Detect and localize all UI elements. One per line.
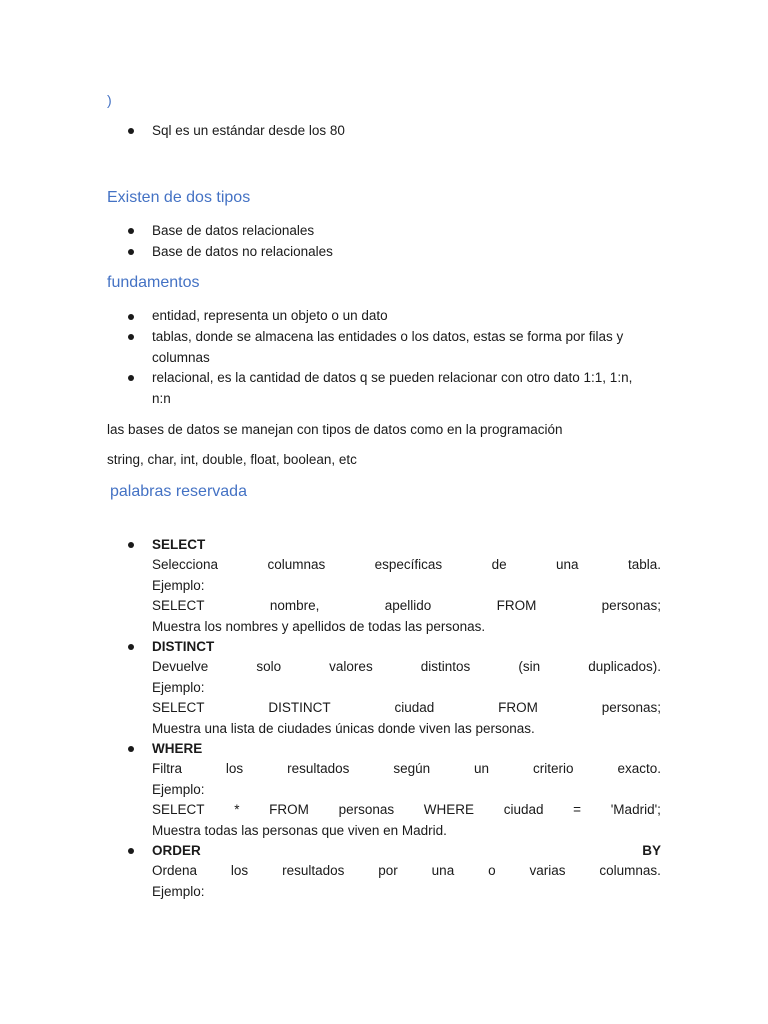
word: ciudad bbox=[503, 802, 544, 817]
heading-fundamentos: fundamentos bbox=[107, 274, 200, 291]
word: exacto. bbox=[617, 761, 661, 776]
keyword-order-by bbox=[152, 841, 661, 862]
word: los bbox=[230, 863, 249, 878]
bullet-dot bbox=[128, 128, 134, 134]
distinct-description bbox=[152, 657, 661, 678]
word: FROM bbox=[496, 598, 537, 613]
word: * bbox=[234, 802, 240, 817]
word: Devuelve bbox=[152, 659, 209, 674]
word: tabla. bbox=[627, 557, 661, 572]
word: distintos bbox=[420, 659, 471, 674]
word: FROM bbox=[498, 700, 538, 715]
word: según bbox=[393, 761, 431, 776]
bullet-dot bbox=[128, 228, 134, 234]
word: (sin bbox=[518, 659, 541, 674]
list-item: tablas, donde se almacena las entidades o los datos, estas se forma por filas y columnas bbox=[152, 329, 624, 365]
word: ciudad bbox=[394, 700, 435, 715]
list-item: Sql es un estándar desde los 80 bbox=[152, 123, 345, 138]
where-description bbox=[152, 759, 661, 780]
word: personas; bbox=[601, 598, 661, 613]
word: específicas bbox=[374, 557, 443, 572]
order-description bbox=[152, 861, 661, 882]
word: personas bbox=[338, 802, 395, 817]
bullet-dot bbox=[128, 644, 134, 650]
word: criterio bbox=[533, 761, 574, 776]
select-result: Muestra los nombres y apellidos de todas las personas. bbox=[152, 619, 486, 634]
word: SELECT bbox=[152, 598, 205, 613]
word: varias bbox=[529, 863, 566, 878]
select-description bbox=[152, 555, 661, 576]
bullet-dot bbox=[128, 334, 134, 340]
word: una bbox=[431, 863, 455, 878]
word: = bbox=[573, 802, 582, 817]
word: FROM bbox=[269, 802, 309, 817]
stray-parenthesis: ) bbox=[107, 92, 112, 108]
example-label: Ejemplo: bbox=[152, 680, 205, 695]
word: personas; bbox=[601, 700, 661, 715]
word: solo bbox=[256, 659, 282, 674]
list-item: Base de datos no relacionales bbox=[152, 244, 333, 259]
word: de bbox=[491, 557, 507, 572]
paragraph: string, char, int, double, float, boolean, etc bbox=[107, 452, 357, 467]
distinct-result: Muestra una lista de ciudades únicas donde viven las personas. bbox=[152, 721, 535, 736]
heading-tipos: Existen de dos tipos bbox=[107, 189, 251, 206]
where-result: Muestra todas las personas que viven en Madrid. bbox=[152, 823, 447, 838]
select-code-example bbox=[152, 596, 661, 617]
word: columnas bbox=[267, 557, 326, 572]
word: 'Madrid'; bbox=[610, 802, 661, 817]
word: WHERE bbox=[423, 802, 475, 817]
word: resultados bbox=[282, 863, 345, 878]
where-code-example bbox=[152, 800, 661, 821]
example-label: Ejemplo: bbox=[152, 782, 205, 797]
word: un bbox=[474, 761, 490, 776]
word: BY bbox=[642, 843, 661, 858]
paragraph: las bases de datos se manejan con tipos de datos como en la programación bbox=[107, 422, 563, 437]
list-item: relacional, es la cantidad de datos q se pueden relacionar con otro dato 1:1, 1:n, n:n bbox=[152, 370, 633, 406]
word: por bbox=[378, 863, 398, 878]
bullet-dot bbox=[128, 746, 134, 752]
keyword-where: WHERE bbox=[152, 741, 203, 756]
word: nombre, bbox=[269, 598, 320, 613]
bullet-dot bbox=[128, 314, 134, 320]
word: Filtra bbox=[152, 761, 182, 776]
word: Ordena bbox=[152, 863, 198, 878]
word: SELECT bbox=[152, 700, 205, 715]
bullet-dot bbox=[128, 542, 134, 548]
word: Selecciona bbox=[152, 557, 219, 572]
bullet-dot bbox=[128, 848, 134, 854]
keyword-distinct: DISTINCT bbox=[152, 639, 215, 654]
word: apellido bbox=[384, 598, 432, 613]
word: valores bbox=[329, 659, 373, 674]
word: columnas. bbox=[599, 863, 661, 878]
word: los bbox=[225, 761, 244, 776]
word: una bbox=[556, 557, 579, 572]
keyword-select: SELECT bbox=[152, 537, 206, 552]
list-item: Base de datos relacionales bbox=[152, 223, 315, 238]
heading-palabras-reservadas: palabras reservada bbox=[110, 483, 247, 500]
example-label: Ejemplo: bbox=[152, 578, 205, 593]
bullet-dot bbox=[128, 375, 134, 381]
word: DISTINCT bbox=[268, 700, 331, 715]
list-item: entidad, representa un objeto o un dato bbox=[152, 308, 388, 323]
word: o bbox=[488, 863, 496, 878]
word: duplicados). bbox=[588, 659, 661, 674]
word: ORDER bbox=[152, 843, 201, 858]
word: resultados bbox=[287, 761, 350, 776]
bullet-dot bbox=[128, 249, 134, 255]
example-label: Ejemplo: bbox=[152, 884, 205, 899]
word: SELECT bbox=[152, 802, 205, 817]
distinct-code-example bbox=[152, 698, 661, 719]
